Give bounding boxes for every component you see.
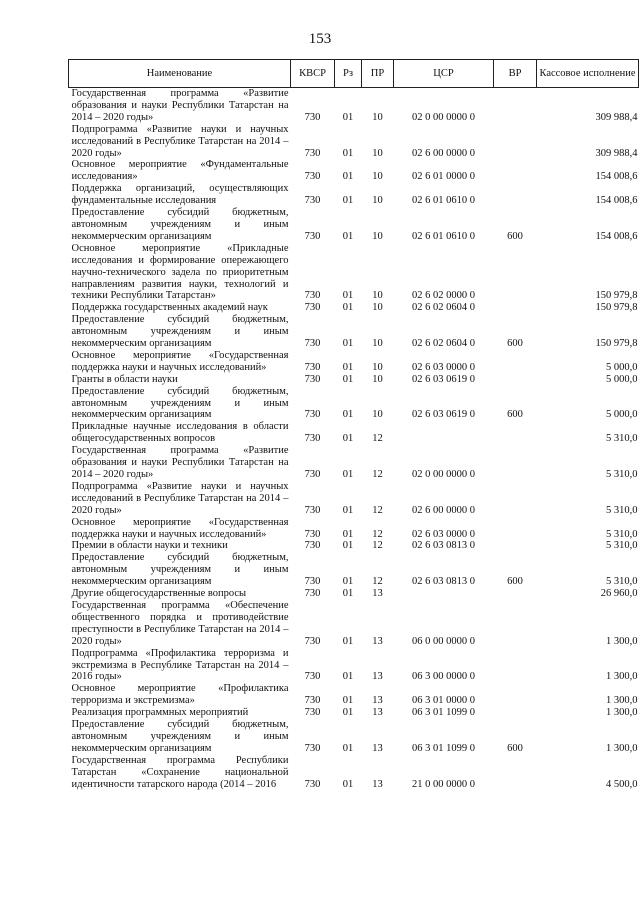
cell-name: Премии в области науки и техники: [71, 540, 228, 552]
cell-kvsr: 730: [304, 433, 321, 445]
cell-csr: 02 6 02 0604 0: [412, 302, 475, 314]
cell-csr: 02 6 03 0619 0: [412, 409, 475, 421]
table-row: [69, 517, 639, 541]
cell-pr: 10: [372, 171, 383, 183]
cell-sum: 5 310,0: [606, 504, 638, 516]
cell-rz: 01: [342, 373, 354, 385]
cell-csr: 02 6 03 0813 0: [412, 576, 475, 588]
cell-vr: [494, 648, 537, 684]
table-row: [69, 207, 639, 243]
cell-sum: 5 000,0: [606, 373, 638, 385]
cell-sum: 5 310,0: [606, 576, 638, 588]
cell-pr: 10: [372, 302, 383, 314]
cell-kvsr: 730: [304, 504, 321, 516]
cell-sum: 1 300,0: [606, 742, 638, 754]
table-row: [69, 552, 639, 588]
cell-name: Реализация программных мероприятий: [71, 707, 249, 719]
cell-pr: 10: [372, 290, 383, 302]
cell-sum: 150 979,8: [595, 302, 638, 314]
table-row: [69, 600, 639, 648]
cell-kvsr: 730: [304, 111, 321, 123]
cell-name: Основное мероприятие «Профилактика терроризма и экстремизма»: [71, 683, 289, 707]
cell-name: Предоставление субсидий бюджетным, автономным учреждениям и иным некоммерческим организациям: [71, 314, 289, 350]
cell-name: Подпрограмма «Профилактика терроризма и экстремизма в Республике Татарстан на 2014 – 2016 годы»: [71, 647, 289, 683]
table-row: [69, 314, 639, 350]
cell-kvsr: 730: [304, 778, 321, 790]
cell-vr: [494, 421, 537, 445]
cell-pr: 10: [372, 409, 383, 421]
budget-table: [68, 59, 639, 790]
cell-csr: 02 0 00 0000 0: [412, 469, 475, 480]
cell-rz: 01: [342, 576, 354, 588]
cell-rz: 01: [342, 528, 354, 540]
cell-vr: [494, 540, 537, 552]
cell-vr: [494, 707, 537, 719]
cell-vr: [494, 243, 537, 303]
cell-rz: 01: [342, 338, 354, 350]
cell-name: Основное мероприятие «Прикладные исследования и формирование опережающего научно-технического задела по приоритетным направлениям развития науки, технологий и техники Республики Татарстан»: [71, 242, 289, 302]
cell-sum: 309 988,4: [595, 111, 638, 123]
cell-vr: [494, 159, 537, 183]
cell-rz: 01: [342, 778, 354, 790]
cell-sum: 5 000,0: [606, 361, 638, 373]
header-name: Наименование: [69, 60, 291, 88]
cell-kvsr: 730: [304, 469, 321, 480]
header-csr: ЦСР: [394, 60, 494, 88]
cell-name: Предоставление субсидий бюджетным, автономным учреждениям и иным некоммерческим организациям: [71, 719, 289, 754]
cell-name: Основное мероприятие «Государственная поддержка науки и научных исследований»: [71, 349, 289, 373]
cell-csr: 02 6 01 0610 0: [412, 230, 475, 242]
cell-vr: [494, 374, 537, 386]
cell-name: Подпрограмма «Развитие науки и научных исследований в Республике Татарстан на 2014 – 2020 годы»: [71, 123, 289, 159]
cell-pr: 10: [372, 338, 383, 350]
cell-sum: 5 310,0: [606, 433, 638, 445]
table-header: [69, 60, 639, 88]
cell-rz: 01: [342, 635, 354, 647]
cell-name: Основное мероприятие «Фундаментальные исследования»: [71, 159, 289, 183]
cell-pr: 13: [372, 671, 383, 683]
cell-rz: 01: [342, 171, 354, 183]
cell-pr: 10: [372, 361, 383, 373]
cell-rz: 01: [342, 409, 354, 421]
cell-vr: 600: [507, 409, 523, 421]
cell-rz: 01: [342, 469, 354, 480]
cell-csr: 06 3 00 0000 0: [412, 671, 475, 683]
cell-vr: [494, 600, 537, 648]
cell-sum: 154 008,6: [595, 230, 638, 242]
cell-csr: 02 0 00 0000 0: [412, 111, 475, 123]
cell-rz: 01: [342, 707, 354, 719]
cell-csr: 06 3 01 1099 0: [412, 707, 475, 719]
cell-sum: 1 300,0: [606, 635, 638, 647]
cell-kvsr: 730: [304, 528, 321, 540]
header-pr: ПР: [362, 60, 394, 88]
cell-pr: 12: [372, 433, 383, 445]
cell-name: Поддержка организаций, осуществляющих фундаментальные исследования: [71, 183, 289, 207]
cell-sum: 154 008,6: [595, 171, 638, 183]
cell-csr: 02 6 00 0000 0: [412, 147, 475, 159]
table-row: [69, 302, 639, 314]
cell-csr: 02 6 01 0000 0: [412, 171, 475, 183]
cell-name: Подпрограмма «Развитие науки и научных исследований в Республике Татарстан на 2014 – 2020 годы»: [71, 480, 289, 516]
cell-sum: 26 960,0: [600, 588, 638, 600]
cell-pr: 13: [372, 778, 383, 790]
cell-sum: 1 300,0: [606, 671, 638, 683]
table-row: [69, 350, 639, 374]
cell-rz: 01: [342, 230, 354, 242]
table-row: [69, 755, 639, 791]
cell-name: Прикладные научные исследования в области общегосударственных вопросов: [71, 421, 289, 445]
cell-sum: 5 310,0: [606, 469, 638, 480]
cell-kvsr: 730: [304, 576, 321, 588]
cell-pr: 13: [372, 695, 383, 707]
table-row: [69, 481, 639, 517]
header-kvsr: КВСР: [291, 60, 335, 88]
cell-pr: 12: [372, 528, 383, 540]
cell-name: Государственная программа «Развитие образования и науки Республики Татарстан на 2014 – 2020 годы»: [71, 445, 289, 480]
cell-csr: 02 6 01 0610 0: [412, 195, 475, 207]
cell-sum: 1 300,0: [606, 707, 638, 719]
table-row: [69, 421, 639, 445]
cell-pr: 12: [372, 576, 383, 588]
table-row: [69, 243, 639, 303]
cell-pr: 10: [372, 195, 383, 207]
cell-csr: 02 6 00 0000 0: [412, 504, 475, 516]
table-row: [69, 648, 639, 684]
cell-vr: 600: [507, 742, 523, 754]
cell-vr: [494, 517, 537, 541]
cell-csr: 02 6 03 0619 0: [412, 373, 475, 385]
cell-sum: 5 310,0: [606, 528, 638, 540]
cell-pr: 10: [372, 230, 383, 242]
cell-vr: 600: [507, 338, 523, 350]
cell-rz: 01: [342, 111, 354, 123]
cell-kvsr: 730: [304, 290, 321, 302]
cell-sum: 150 979,8: [595, 338, 638, 350]
table-row: [69, 183, 639, 207]
cell-vr: [494, 755, 537, 791]
cell-name: Государственная программа «Обеспечение общественного порядка и противодействие преступности в Республике Татарстан на 2014 – 2020 годы»: [71, 599, 289, 647]
table-row: [69, 588, 639, 600]
table-row: [69, 445, 639, 481]
cell-csr: 02 6 02 0000 0: [412, 290, 475, 302]
cell-name: Государственная программа Республики Татарстан «Сохранение национальной идентичности татарского народа (2014 – 2016: [71, 754, 289, 790]
cell-rz: 01: [342, 540, 354, 552]
cell-name: Поддержка государственных академий наук: [71, 302, 268, 314]
header-sum: Кассовое исполнение: [537, 60, 639, 88]
cell-vr: 600: [507, 230, 523, 242]
page-number: 153: [308, 31, 332, 47]
table-row: [69, 88, 639, 124]
cell-vr: [494, 481, 537, 517]
cell-kvsr: 730: [304, 361, 321, 373]
cell-pr: 13: [372, 742, 383, 754]
cell-csr: 02 6 03 0000 0: [412, 528, 475, 540]
cell-kvsr: 730: [304, 230, 321, 242]
cell-kvsr: 730: [304, 147, 321, 159]
cell-kvsr: 730: [304, 635, 321, 647]
table-row: [69, 707, 639, 719]
cell-kvsr: 730: [304, 671, 321, 683]
cell-name: Предоставление субсидий бюджетным, автономным учреждениям и иным некоммерческим организациям: [71, 385, 289, 421]
header-vr: ВР: [494, 60, 537, 88]
cell-vr: [494, 88, 537, 124]
cell-rz: 01: [342, 671, 354, 683]
cell-csr: 06 3 01 1099 0: [412, 742, 475, 754]
cell-rz: 01: [342, 290, 354, 302]
cell-vr: [494, 124, 537, 160]
cell-sum: 154 008,6: [595, 195, 638, 207]
cell-vr: [494, 350, 537, 374]
cell-pr: 13: [372, 635, 383, 647]
cell-name: Предоставление субсидий бюджетным, автономным учреждениям и иным некоммерческим организациям: [71, 207, 289, 242]
cell-kvsr: 730: [304, 373, 321, 385]
cell-rz: 01: [342, 302, 354, 314]
table-row: [69, 719, 639, 755]
cell-rz: 01: [342, 695, 354, 707]
cell-rz: 01: [342, 504, 354, 516]
cell-pr: 12: [372, 504, 383, 516]
cell-pr: 10: [372, 111, 383, 123]
cell-pr: 13: [372, 707, 383, 719]
cell-kvsr: 730: [304, 171, 321, 183]
table-row: [69, 374, 639, 386]
cell-vr: 600: [507, 576, 523, 588]
cell-csr: 06 3 01 0000 0: [412, 695, 475, 707]
cell-rz: 01: [342, 433, 354, 445]
cell-vr: [494, 183, 537, 207]
table-row: [69, 683, 639, 707]
cell-vr: [494, 445, 537, 481]
cell-rz: 01: [342, 147, 354, 159]
cell-name: Предоставление субсидий бюджетным, автономным учреждениям и иным некоммерческим организациям: [71, 552, 289, 588]
cell-csr: [394, 421, 494, 445]
cell-kvsr: 730: [304, 695, 321, 707]
table-row: [69, 386, 639, 422]
cell-pr: 12: [372, 469, 383, 480]
cell-sum: 4 500,0: [606, 778, 638, 790]
cell-rz: 01: [342, 588, 354, 600]
cell-name: Основное мероприятие «Государственная поддержка науки и научных исследований»: [71, 516, 289, 540]
cell-sum: 5 000,0: [606, 409, 638, 421]
cell-rz: 01: [342, 195, 354, 207]
cell-csr: 02 6 03 0813 0: [412, 540, 475, 552]
cell-name: Другие общегосударственные вопросы: [71, 588, 247, 600]
cell-kvsr: 730: [304, 707, 321, 719]
cell-rz: 01: [342, 361, 354, 373]
cell-pr: 10: [372, 373, 383, 385]
cell-sum: 309 988,4: [595, 147, 638, 159]
cell-kvsr: 730: [304, 338, 321, 350]
cell-vr: [494, 588, 537, 600]
cell-kvsr: 730: [304, 409, 321, 421]
table-row: [69, 159, 639, 183]
cell-kvsr: 730: [304, 540, 321, 552]
cell-kvsr: 730: [304, 195, 321, 207]
cell-vr: [494, 302, 537, 314]
cell-kvsr: 730: [304, 302, 321, 314]
cell-csr: 02 6 02 0604 0: [412, 338, 475, 350]
cell-sum: 1 300,0: [606, 695, 638, 707]
cell-name: Государственная программа «Развитие образования и науки Республики Татарстан на 2014 – 2020 годы»: [71, 88, 289, 123]
cell-name: Гранты в области науки: [71, 373, 178, 385]
table-row: [69, 540, 639, 552]
cell-csr: 06 0 00 0000 0: [412, 635, 475, 647]
cell-csr: 21 0 00 0000 0: [412, 778, 475, 790]
cell-rz: 01: [342, 742, 354, 754]
cell-pr: 13: [372, 588, 383, 600]
cell-pr: 12: [372, 540, 383, 552]
cell-sum: 150 979,8: [595, 290, 638, 302]
cell-csr: [394, 588, 494, 600]
cell-pr: 10: [372, 147, 383, 159]
cell-sum: 5 310,0: [606, 540, 638, 552]
header-rz: Рз: [335, 60, 362, 88]
cell-vr: [494, 683, 537, 707]
table-body: [69, 88, 639, 791]
cell-kvsr: 730: [304, 742, 321, 754]
cell-csr: 02 6 03 0000 0: [412, 361, 475, 373]
cell-kvsr: 730: [304, 588, 321, 600]
table-row: [69, 124, 639, 160]
